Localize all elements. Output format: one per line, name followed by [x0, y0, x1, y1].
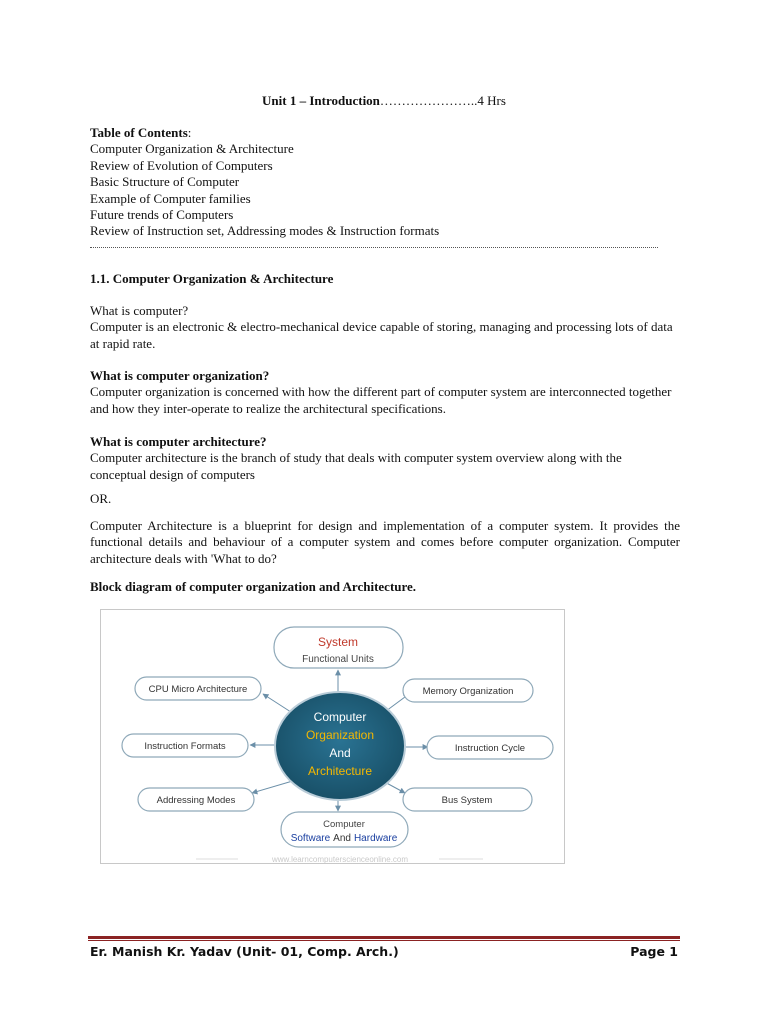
what-is-architecture — [90, 434, 680, 483]
center-line1: Computer — [313, 710, 367, 724]
software-label: Software — [290, 833, 331, 844]
node-addressing-label: Addressing Modes — [156, 795, 236, 806]
node-system-subtitle: Functional Units — [302, 654, 374, 665]
answer-computer: Computer is an electronic & electro-mechanical device capable of storing, managing and processing lots of data at rapid rate. — [90, 319, 673, 351]
footer-author: Er. Manish Kr. Yadav (Unit- 01, Comp. Arch.) — [90, 944, 399, 959]
toc-item: Example of Computer families — [90, 190, 251, 206]
section-heading: 1.1. Computer Organization & Architecture — [90, 271, 334, 286]
node-bus-label: Bus System — [441, 795, 493, 806]
toc-heading: Table of Contents — [90, 125, 188, 140]
unit-dots: ………………….. — [379, 93, 478, 108]
question-organization: What is computer organization? — [90, 368, 270, 383]
node-system-title: System — [317, 635, 359, 649]
center-line4: Architecture — [307, 764, 373, 778]
connector-addressing — [252, 780, 296, 793]
toc-item: Basic Structure of Computer — [90, 174, 240, 190]
block-diagram — [100, 609, 565, 864]
footer-rule-thick — [88, 936, 680, 939]
node-cycle-label: Instruction Cycle — [454, 743, 526, 754]
toc-colon: : — [187, 125, 192, 140]
toc-item: Review of Evolution of Computers — [90, 157, 273, 173]
hardware-label: Hardware — [353, 833, 398, 844]
toc-item: Review of Instruction set, Addressing modes & Instruction formats — [90, 223, 440, 239]
what-is-computer — [90, 303, 680, 352]
or-label: OR. — [90, 491, 112, 506]
node-memory-label: Memory Organization — [422, 686, 514, 697]
block-diagram-svg — [101, 610, 564, 863]
unit-title — [0, 93, 768, 109]
node-formats-label: Instruction Formats — [144, 741, 226, 752]
question-architecture: What is computer architecture? — [90, 434, 267, 449]
unit-hours: 4 Hrs — [477, 93, 506, 108]
unit-label: Unit 1 – Introduction — [262, 93, 380, 108]
diagram-caption: Block diagram of computer organization and Architecture. — [90, 579, 417, 594]
architecture-definition: Computer Architecture is a blueprint for design and implementation of a computer system. It provides the functional details and behaviour of a computer system and comes before computer organization. Computer architecture deals with 'What to do? — [90, 518, 680, 566]
table-of-contents — [90, 125, 439, 240]
node-cpu-label: CPU Micro Architecture — [148, 684, 248, 695]
footer-page-number: Page 1 — [630, 944, 678, 959]
node-bottom-subtitle — [291, 833, 398, 844]
answer-architecture: Computer architecture is the branch of study that deals with computer system overview along with the conceptual design of computers — [90, 450, 622, 482]
question-computer: What is computer? — [90, 303, 189, 318]
center-line3: And — [329, 746, 351, 760]
dotted-divider — [90, 237, 658, 248]
watermark: www.learncomputerscienceonline.com — [271, 855, 409, 863]
answer-organization: Computer organization is concerned with how the different part of computer system are interconnected together and how they inter-operate to realize the architectural specifications. — [90, 384, 672, 416]
footer-rule-thin — [88, 940, 680, 941]
and-label: And — [333, 833, 351, 844]
node-bottom-title: Computer — [323, 819, 365, 830]
center-line2: Organization — [305, 728, 375, 742]
what-is-organization — [90, 368, 680, 417]
toc-item: Future trends of Computers — [90, 207, 234, 223]
toc-item: Computer Organization & Architecture — [90, 141, 294, 157]
